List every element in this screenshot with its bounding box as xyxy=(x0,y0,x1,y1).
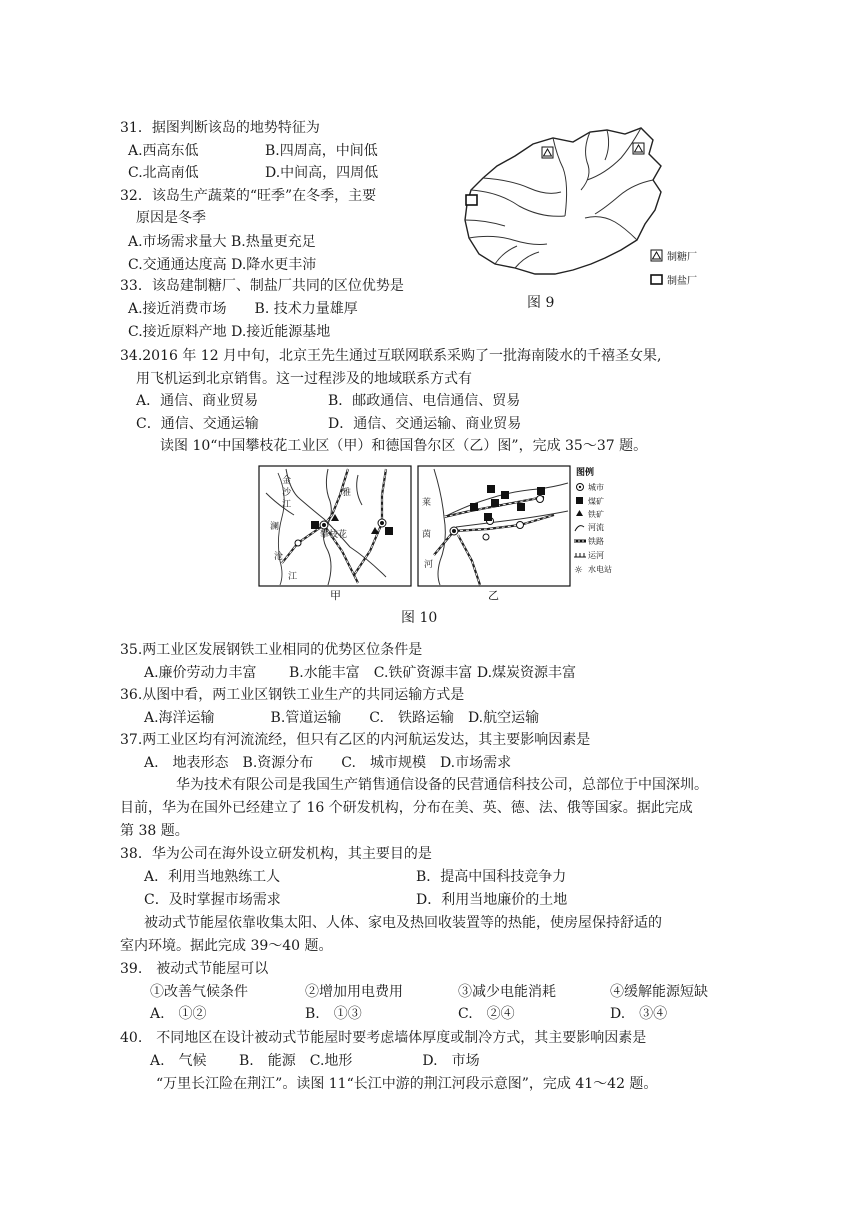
coal-mine-marker xyxy=(491,499,499,507)
coal-mine-marker xyxy=(311,521,319,529)
legend-coal-label: 煤矿 xyxy=(588,497,604,506)
jingjiang-intro: “万里长江险在荆江”。读图 11“长江中游的荆江河段示意图”，完成 41～42 题。 xyxy=(156,1076,658,1092)
legend-coal-icon xyxy=(576,497,583,504)
coal-mine-marker xyxy=(385,527,393,535)
legend-salt-label: 制盐厂 xyxy=(667,276,697,287)
q35-options: A.廉价劳动力丰富 B.水能丰富 C.铁矿资源丰富 D.煤炭资源丰富 xyxy=(144,665,577,681)
legend-city-icon xyxy=(577,484,584,491)
legend-canal-label: 运河 xyxy=(588,551,604,560)
ruhr-map-panel xyxy=(418,466,570,586)
river-label-jiang-1: 江 xyxy=(282,500,292,510)
legend-hydro-label: 水电站 xyxy=(588,565,612,574)
q39-stem: 39. 被动式节能屋可以 xyxy=(120,961,269,977)
river-label-cang: 沧 xyxy=(274,552,284,562)
salt-factory-legend-icon xyxy=(651,275,662,284)
q38-option-d: D．利用当地廉价的土地 xyxy=(416,892,568,908)
q34-option-d: D．通信、交通运输、商业贸易 xyxy=(328,416,522,432)
q36-options: A.海洋运输 B.管道运输 C. 铁路运输 D.航空运输 xyxy=(144,710,540,726)
q35-stem: 35.两工业区发展钢铁工业相同的优势区位条件是 xyxy=(120,642,423,658)
legend-title: 图例 xyxy=(576,468,595,478)
house-intro-line2: 室内环境。据此完成 39～40 题。 xyxy=(120,938,333,954)
q40-options: A. 气候 B. 能源 C.地形 D. 市场 xyxy=(150,1053,480,1069)
legend-sugar-label: 制糖厂 xyxy=(667,252,697,263)
river-label-lai: 莱 xyxy=(422,498,432,508)
q38-stem: 38．华为公司在海外设立研发机构，其主要目的是 xyxy=(120,846,432,862)
q31-stem: 31．据图判断该岛的地势特征为 xyxy=(120,120,320,136)
figure-10-caption: 图 10 xyxy=(401,610,438,626)
legend-hydro-icon: ☼ xyxy=(574,565,583,576)
q32-stem-line1: 32．该岛生产蔬菜的“旺季”在冬季，主要 xyxy=(120,188,377,204)
legend-iron-icon xyxy=(576,510,583,516)
q39-option-b: B. ①③ xyxy=(305,1006,362,1022)
q34-option-c: C．通信、交通运输 xyxy=(136,416,259,432)
huawei-intro-line3: 第 38 题。 xyxy=(120,823,189,839)
figure-9-caption: 图 9 xyxy=(527,295,555,311)
q39-option-c: C. ②④ xyxy=(458,1006,515,1022)
house-intro-line1: 被动式节能屋依靠收集太阳、人体、家电及热回收装置等的热能，使房屋保持舒适的 xyxy=(144,915,662,931)
sugar-factory-icon xyxy=(633,143,644,154)
q39-statement-3: ③减少电能消耗 xyxy=(458,984,556,1000)
q31-option-b: B.四周高，中间低 xyxy=(265,143,378,159)
panel-label-yi: 乙 xyxy=(488,589,499,602)
legend-railway-label: 铁路 xyxy=(588,537,604,546)
q38-option-b: B．提高中国科技竞争力 xyxy=(416,869,567,885)
river-label-ya: 雅 xyxy=(342,488,352,498)
coal-mine-marker xyxy=(537,487,545,495)
coal-mine-marker xyxy=(470,503,478,511)
q32-stem-line2: 原因是冬季 xyxy=(136,210,206,226)
q39-statement-1: ①改善气候条件 xyxy=(150,984,248,1000)
river-label-sha: 沙 xyxy=(282,488,292,498)
q33-options-cd: C.接近原料产地 D.接近能源基地 xyxy=(128,324,331,340)
q31-option-c: C.北高南低 xyxy=(128,165,199,181)
q38-option-a: A．利用当地熟练工人 xyxy=(144,869,281,885)
q39-statement-2: ②增加用电费用 xyxy=(305,984,403,1000)
q34-option-b: B．邮政通信、电信通信、贸易 xyxy=(328,393,521,409)
legend-river-label: 河流 xyxy=(588,523,604,532)
coal-mine-marker xyxy=(517,503,525,511)
q40-stem: 40. 不同地区在设计被动式节能屋时要考虑墙体厚度或制冷方式，其主要影响因素是 xyxy=(120,1030,647,1046)
q39-statement-4: ④缓解能源短缺 xyxy=(610,984,708,1000)
river-label-jin: 金 xyxy=(282,476,292,486)
industrial-regions-map-figure xyxy=(258,465,613,605)
coal-mine-marker xyxy=(501,491,509,499)
q34-stem-line1: 34.2016 年 12 月中旬，北京王先生通过互联网联系采购了一批海南陵水的千禧圣女果, xyxy=(120,348,662,364)
island-map-figure xyxy=(455,118,720,303)
salt-factory-icon xyxy=(466,195,477,205)
q34-option-a: A．通信、商业贸易 xyxy=(136,393,259,409)
legend-city-label: 城市 xyxy=(588,483,604,492)
q36-stem: 36.从图中看，两工业区钢铁工业生产的共同运输方式是 xyxy=(120,687,465,703)
legend-canal-icon xyxy=(574,553,586,557)
q37-options: A. 地表形态 B.资源分布 C. 城市规模 D.市场需求 xyxy=(144,755,512,771)
q34-stem-line2: 用飞机运到北京销售。这一过程涉及的地域联系方式有 xyxy=(136,371,472,387)
river-label-yin: 茵 xyxy=(422,530,432,540)
sugar-factory-icon xyxy=(542,147,553,158)
river-label-jiang-2: 江 xyxy=(288,572,298,582)
q39-option-d: D. ③④ xyxy=(610,1006,668,1022)
q32-options-ab: A.市场需求量大 B.热量更充足 xyxy=(128,234,316,250)
huawei-intro-line1: 华为技术有限公司是我国生产销售通信设备的民营通信科技公司，总部位于中国深圳。 xyxy=(176,777,708,793)
river-label-lan: 澜 xyxy=(270,522,280,532)
coal-mine-marker xyxy=(487,485,495,493)
intro-figure-10: 读图 10“中国攀枝花工业区（甲）和德国鲁尔区（乙）图”，完成 35～37 题。 xyxy=(160,438,648,454)
q31-option-a: A.西高东低 xyxy=(128,143,199,159)
river-label-he: 河 xyxy=(424,560,434,570)
q38-option-c: C．及时掌握市场需求 xyxy=(144,892,281,908)
q37-stem: 37.两工业区均有河流流经，但只有乙区的内河航运发达，其主要影响因素是 xyxy=(120,732,591,748)
q32-options-cd: C.交通通达度高 D.降水更丰沛 xyxy=(128,257,317,273)
city-label-panzhihua: 攀枝花 xyxy=(320,530,348,540)
legend-river-icon xyxy=(575,526,584,531)
q33-options-ab: A.接近消费市场 B. 技术力量雄厚 xyxy=(128,301,358,317)
coal-mine-marker xyxy=(484,513,492,521)
q39-option-a: A. ①② xyxy=(150,1006,207,1022)
legend-iron-label: 铁矿 xyxy=(588,510,604,519)
q33-stem: 33．该岛建制糖厂、制盐厂共同的区位优势是 xyxy=(120,278,404,294)
sugar-factory-legend-icon xyxy=(651,250,662,261)
panel-label-jia: 甲 xyxy=(330,589,341,602)
q31-option-d: D.中间高，四周低 xyxy=(265,165,379,181)
huawei-intro-line2: 目前，华为在国外已经建立了 16 个研发机构，分布在美、英、德、法、俄等国家。据此完成 xyxy=(120,800,693,816)
